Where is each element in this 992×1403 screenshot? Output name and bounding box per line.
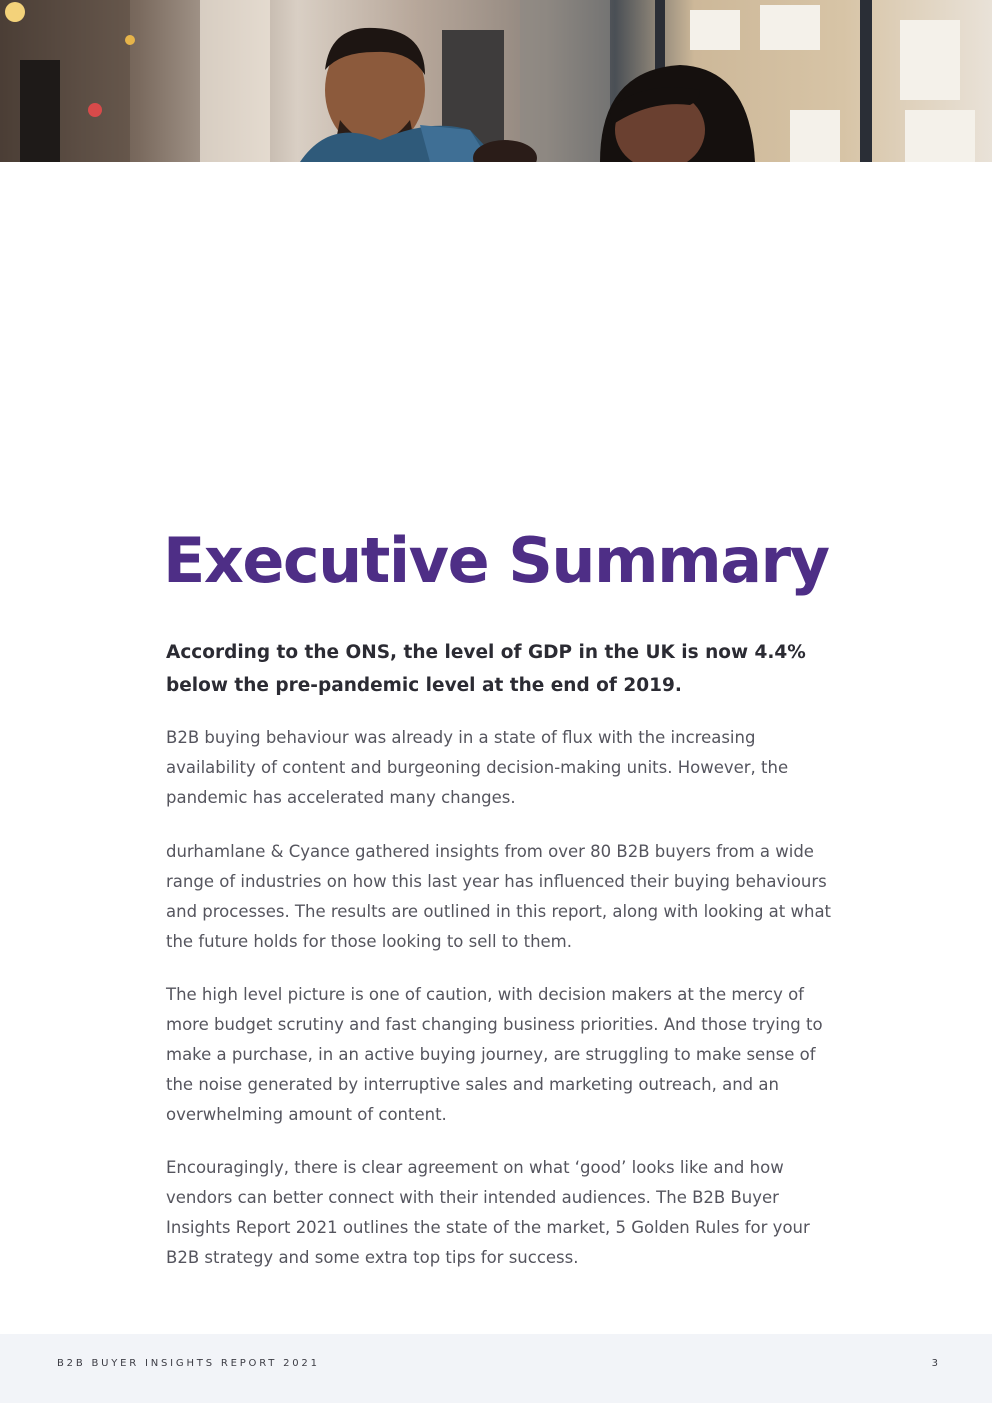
body-paragraph-1: B2B buying behaviour was already in a state of flux with the increasing availability of content and burgeoning decision-making units. However, the pandemic has accelerated many changes. (166, 728, 789, 807)
page-number: 3 (931, 1358, 938, 1369)
photo-of-two-people-in-office-icon (0, 0, 992, 162)
body-paragraph-3: The high level picture is one of caution, with decision makers at the mercy of more budget scrutiny and fast changing business priorities. And those trying to make a purchase, in an active buying journey, are struggling to make sense of the noise generated by interruptive sales and marketing outreach, and an overwhelming amount of content. (166, 985, 823, 1124)
lead-paragraph: According to the ONS, the level of GDP in the UK is now 4.4% below the pre-pandemic level at the end of 2019. (166, 642, 806, 696)
body-paragraph-2: durhamlane & Cyance gathered insights from over 80 B2B buyers from a wide range of industries on how this last year has influenced their buying behaviours and processes. The results are outlined in this report, along with looking at what the future holds for those looking to sell to them. (166, 842, 832, 951)
footer-report-title: B2B BUYER INSIGHTS REPORT 2021 (57, 1358, 320, 1369)
body-paragraph-4: Encouragingly, there is clear agreement on what ‘good’ looks like and how vendors can better connect with their intended audiences. The B2B Buyer Insights Report 2021 outlines the state of the market, 5 Golden Rules for your B2B strategy and some extra top tips for success. (166, 1158, 810, 1267)
page-footer (0, 1334, 992, 1403)
header-photo (0, 0, 992, 162)
page-title: Executive Summary (163, 524, 829, 597)
